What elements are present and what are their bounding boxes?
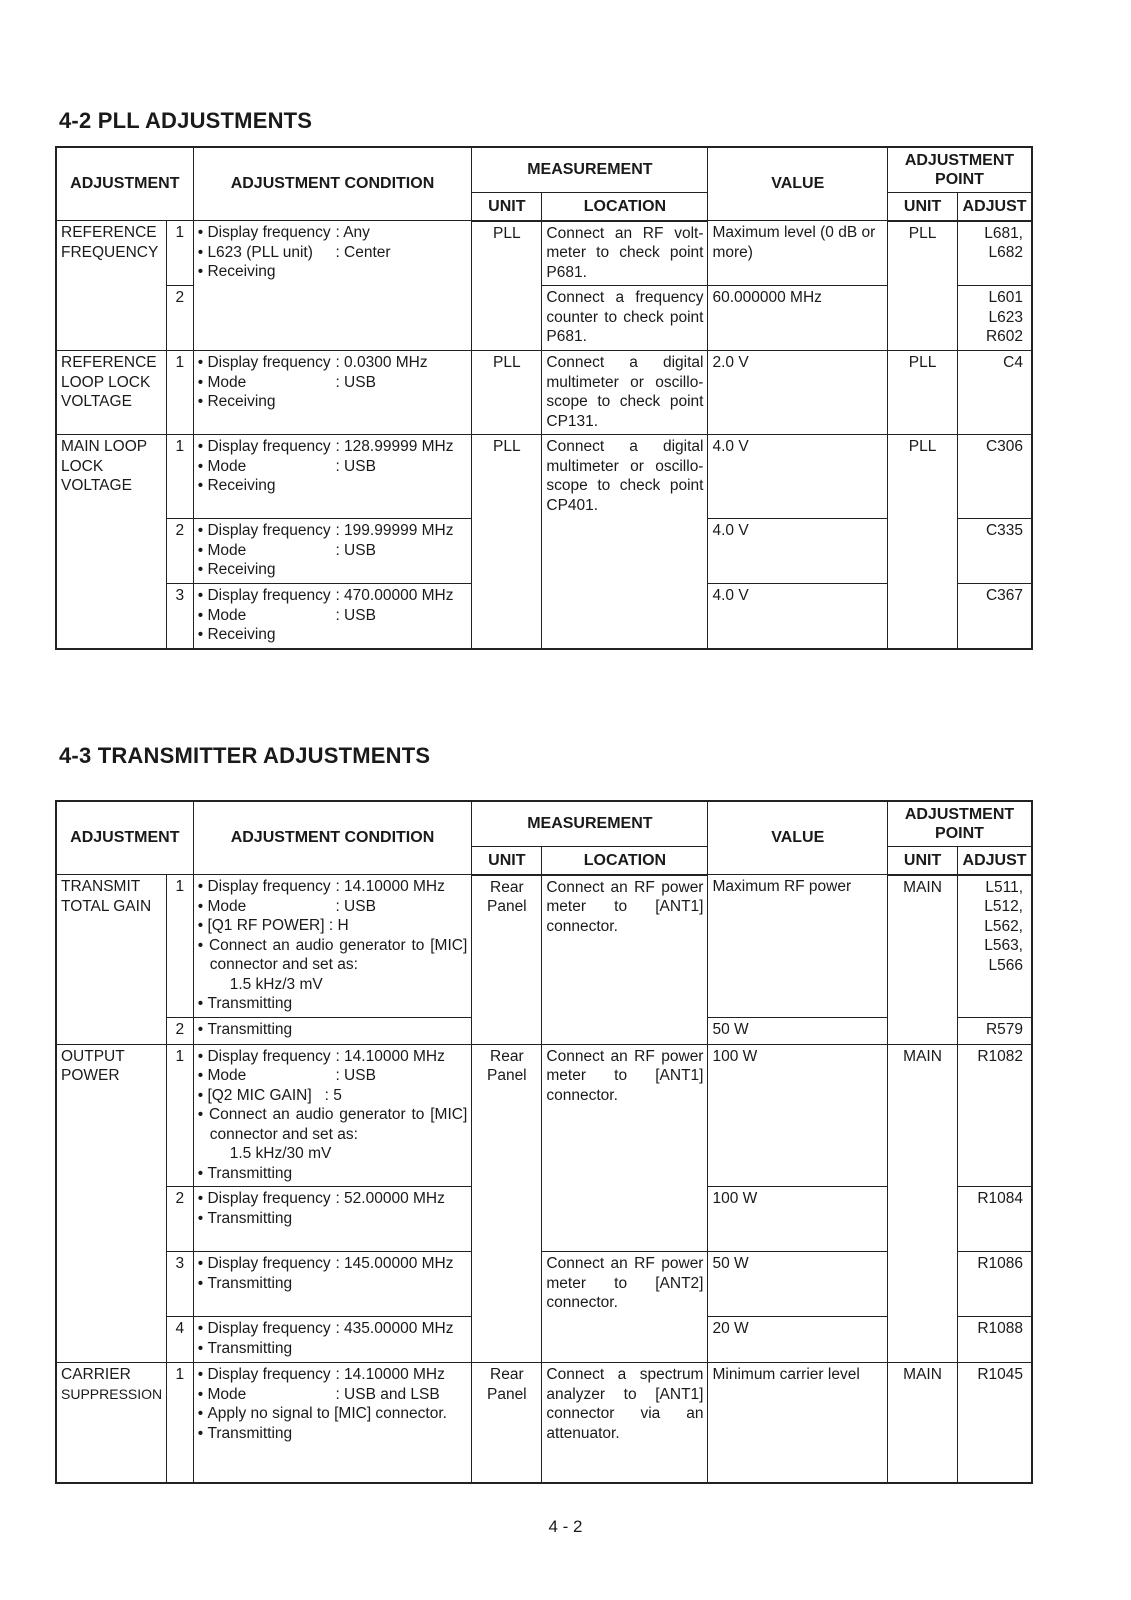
header-measurement: MEASUREMENT <box>472 147 708 193</box>
adjustment-condition <box>193 351 472 435</box>
adjust-point: R1082 <box>958 1044 1032 1187</box>
step-number: 1 <box>166 1363 193 1483</box>
measurement-location: Connect a spectrum analyzer to [ANT1] connector via an attenuator. <box>542 1363 708 1483</box>
step-number: 1 <box>166 221 193 286</box>
value: Maximum level (0 dB or more) <box>708 221 888 286</box>
condition-item: • Transmitting <box>198 994 468 1014</box>
header-condition: ADJUSTMENT CONDITION <box>193 801 472 875</box>
step-number: 3 <box>166 1252 193 1317</box>
condition-item: • Mode : USB <box>198 373 468 393</box>
table-row <box>56 1252 1032 1317</box>
point-unit: MAIN <box>887 875 957 1045</box>
transmitter-adjustments-table <box>55 800 1033 1484</box>
condition-item: • Transmitting <box>198 1339 468 1359</box>
adjustment-condition <box>193 221 472 351</box>
header-row <box>56 147 1032 193</box>
condition-item: • Display frequency : 435.00000 MHz <box>198 1319 468 1339</box>
measurement-location: Connect an RF power meter to [ANT1] connector. <box>542 1044 708 1252</box>
condition-item: • Transmitting <box>198 1209 468 1229</box>
table-row <box>56 351 1032 435</box>
adjustment-condition <box>193 1187 472 1252</box>
step-number: 2 <box>166 286 193 351</box>
step-number: 1 <box>166 435 193 519</box>
adjustment-name <box>56 1363 166 1483</box>
adjust-point: C335 <box>958 519 1032 584</box>
table-row <box>56 221 1032 286</box>
condition-item: • Display frequency : 14.10000 MHz <box>198 1047 468 1067</box>
condition-item: • Transmitting <box>198 1274 468 1294</box>
adjust-point: R579 <box>958 1017 1032 1044</box>
condition-item: • Receiving <box>198 262 468 282</box>
header-adjustment: ADJUSTMENT <box>56 147 193 221</box>
step-number: 2 <box>166 519 193 584</box>
header-unit: UNIT <box>472 193 542 221</box>
section-title-transmitter: 4-3 TRANSMITTER ADJUSTMENTS <box>59 743 431 768</box>
value: 4.0 V <box>708 584 888 649</box>
measurement-unit: Rear Panel <box>472 1363 542 1483</box>
condition-item: • Receiving <box>198 476 468 496</box>
adjust-point: C306 <box>958 435 1032 519</box>
header-adjustment: ADJUSTMENT <box>56 801 193 875</box>
adjustment-condition <box>193 1017 472 1044</box>
header-location: LOCATION <box>542 193 708 221</box>
value: 50 W <box>708 1017 888 1044</box>
value: 4.0 V <box>708 519 888 584</box>
condition-item: • Mode : USB <box>198 457 468 477</box>
table-row <box>56 1363 1032 1483</box>
step-number: 4 <box>166 1317 193 1363</box>
table-row <box>56 875 1032 1018</box>
header-value: VALUE <box>708 801 888 875</box>
header-row <box>56 801 1032 847</box>
measurement-location: Connect a digital multimeter or oscillo-scope to check point CP131. <box>542 351 708 435</box>
header-unit: UNIT <box>472 847 542 875</box>
page-number: 4 - 2 <box>548 1517 583 1536</box>
condition-item: • Apply no signal to [MIC] connector. <box>198 1404 468 1424</box>
header-point-adjust: ADJUST <box>958 193 1032 221</box>
condition-item: • Mode : USB and LSB <box>198 1385 468 1405</box>
condition-item: • Display frequency : 52.00000 MHz <box>198 1189 468 1209</box>
adjust-point: L681, L682 <box>958 221 1032 286</box>
adjust-point: C367 <box>958 584 1032 649</box>
measurement-unit: PLL <box>472 221 542 351</box>
measurement-unit: Rear Panel <box>472 875 542 1045</box>
point-unit: MAIN <box>887 1363 957 1483</box>
header-adjustment-point: ADJUSTMENT POINT <box>887 801 1032 847</box>
adjust-point: R1045 <box>958 1363 1032 1483</box>
condition-item: • Display frequency : 470.00000 MHz <box>198 586 468 606</box>
step-number: 2 <box>166 1017 193 1044</box>
value: 100 W <box>708 1044 888 1187</box>
condition-item: • Transmitting <box>198 1424 468 1444</box>
measurement-location: Connect an RF volt-meter to check point P681. <box>542 221 708 286</box>
condition-item: • L623 (PLL unit) : Center <box>198 243 468 263</box>
condition-item: • Display frequency : 145.00000 MHz <box>198 1254 468 1274</box>
adjustment-condition <box>193 1044 472 1187</box>
measurement-unit: PLL <box>472 351 542 435</box>
value: 100 W <box>708 1187 888 1252</box>
adjust-point: R1088 <box>958 1317 1032 1363</box>
header-condition: ADJUSTMENT CONDITION <box>193 147 472 221</box>
point-unit: MAIN <box>887 1044 957 1363</box>
section-title-pll: 4-2 PLL ADJUSTMENTS <box>59 108 313 133</box>
header-point-unit: UNIT <box>887 847 957 875</box>
condition-item: • Display frequency : 128.99999 MHz <box>198 437 468 457</box>
step-number: 3 <box>166 584 193 649</box>
adjustment-condition <box>193 435 472 519</box>
header-measurement: MEASUREMENT <box>472 801 708 847</box>
table-row <box>56 1044 1032 1187</box>
adjust-point: C4 <box>958 351 1032 435</box>
header-point-adjust: ADJUST <box>958 847 1032 875</box>
adjustment-condition <box>193 1252 472 1317</box>
adjustment-name: MAIN LOOP LOCK VOLTAGE <box>56 435 166 649</box>
measurement-location: Connect a frequency counter to check point P681. <box>542 286 708 351</box>
value: 4.0 V <box>708 435 888 519</box>
step-number: 2 <box>166 1187 193 1252</box>
adjust-point: L511, L512, L562, L563, L566 <box>958 875 1032 1018</box>
value: 2.0 V <box>708 351 888 435</box>
condition-item: • Connect an audio generator to [MIC] connector and set as: <box>198 936 468 975</box>
condition-item: • Transmitting <box>198 1020 468 1040</box>
adjustment-condition <box>193 1363 472 1483</box>
pll-adjustments-table <box>55 146 1033 650</box>
value: 60.000000 MHz <box>708 286 888 351</box>
value: Maximum RF power <box>708 875 888 1018</box>
measurement-location: Connect an RF power meter to [ANT2] connector. <box>542 1252 708 1363</box>
header-location: LOCATION <box>542 847 708 875</box>
condition-item: • [Q1 RF POWER] : H <box>198 916 468 936</box>
adjustment-name: OUTPUT POWER <box>56 1044 166 1363</box>
table-row <box>56 435 1032 519</box>
condition-item: • Mode : USB <box>198 541 468 561</box>
condition-item: • Display frequency : 199.99999 MHz <box>198 521 468 541</box>
adjust-point: R1086 <box>958 1252 1032 1317</box>
condition-item: • Transmitting <box>198 1164 468 1184</box>
condition-item: • Display frequency : 0.0300 MHz <box>198 353 468 373</box>
condition-item: • Display frequency : 14.10000 MHz <box>198 1365 468 1385</box>
step-number: 1 <box>166 1044 193 1187</box>
condition-item: • Display frequency : Any <box>198 223 468 243</box>
adjustment-name-line: CARRIER <box>61 1366 131 1383</box>
condition-item: • Receiving <box>198 392 468 412</box>
condition-item: • [Q2 MIC GAIN] : 5 <box>198 1086 468 1106</box>
header-adjustment-point: ADJUSTMENT POINT <box>887 147 1032 193</box>
header-value: VALUE <box>708 147 888 221</box>
adjust-point: R1084 <box>958 1187 1032 1252</box>
adjustment-condition <box>193 584 472 649</box>
header-point-unit: UNIT <box>887 193 957 221</box>
step-number: 1 <box>166 875 193 1018</box>
measurement-location: Connect an RF power meter to [ANT1] connector. <box>542 875 708 1045</box>
measurement-unit: PLL <box>472 435 542 649</box>
condition-item: • Mode : USB <box>198 897 468 917</box>
point-unit: PLL <box>887 435 957 649</box>
condition-item: • Receiving <box>198 625 468 645</box>
measurement-unit: Rear Panel <box>472 1044 542 1363</box>
condition-item: • Mode : USB <box>198 1066 468 1086</box>
measurement-location: Connect a digital multimeter or oscillo-scope to check point CP401. <box>542 435 708 649</box>
condition-item: • Mode : USB <box>198 606 468 626</box>
value: Minimum carrier level <box>708 1363 888 1483</box>
value: 50 W <box>708 1252 888 1317</box>
condition-item: • Connect an audio generator to [MIC] connector and set as: <box>198 1105 468 1144</box>
adjustment-name: REFERENCE LOOP LOCK VOLTAGE <box>56 351 166 435</box>
adjustment-name-line: SUPPRESSION <box>61 1385 163 1402</box>
step-number: 1 <box>166 351 193 435</box>
adjustment-condition <box>193 1317 472 1363</box>
condition-item: • Display frequency : 14.10000 MHz <box>198 877 468 897</box>
adjustment-condition <box>193 519 472 584</box>
adjustment-condition <box>193 875 472 1018</box>
value: 20 W <box>708 1317 888 1363</box>
condition-item: • Receiving <box>198 560 468 580</box>
adjustment-name: REFERENCE FREQUENCY <box>56 221 166 351</box>
adjust-point: L601 L623 R602 <box>958 286 1032 351</box>
point-unit: PLL <box>887 351 957 435</box>
adjustment-name: TRANSMIT TOTAL GAIN <box>56 875 166 1045</box>
condition-subitem: 1.5 kHz/3 mV <box>229 975 323 993</box>
condition-subitem: 1.5 kHz/30 mV <box>229 1145 332 1162</box>
point-unit: PLL <box>887 221 957 351</box>
